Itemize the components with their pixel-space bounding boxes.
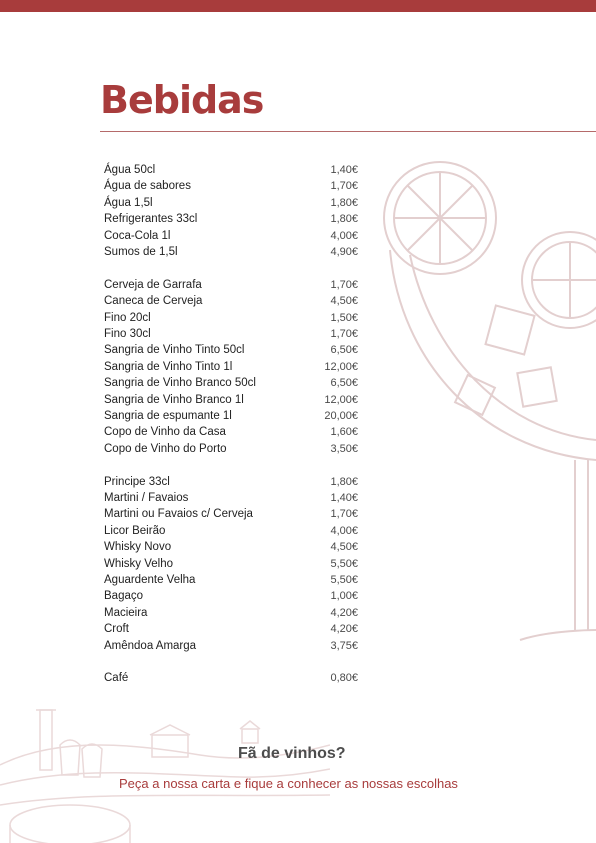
- item-price: 6,50€: [330, 344, 358, 357]
- item-price: 0,80€: [330, 672, 358, 685]
- item-price: 12,00€: [324, 393, 358, 406]
- list-item: [104, 441, 358, 457]
- item-price: 1,80€: [330, 475, 358, 488]
- list-item: [104, 424, 358, 440]
- item-name: Martini / Favaios: [104, 492, 189, 505]
- vineyard-illustration-icon: [0, 705, 330, 843]
- item-name: Whisky Novo: [104, 541, 172, 554]
- list-item: [104, 605, 358, 621]
- item-price: 4,00€: [330, 524, 358, 537]
- list-item: [104, 244, 358, 260]
- item-price: 4,50€: [330, 541, 358, 554]
- item-price: 12,00€: [324, 360, 358, 373]
- item-name: Whisky Velho: [104, 557, 174, 570]
- list-item: [104, 638, 358, 654]
- item-price: 5,50€: [330, 573, 358, 586]
- item-name: Sangria de Vinho Tinto 50cl: [104, 344, 245, 357]
- menu-group-waters: [104, 162, 358, 260]
- item-name: Fino 20cl: [104, 311, 151, 324]
- drinks-menu: [104, 162, 358, 703]
- item-name: Copo de Vinho do Porto: [104, 442, 227, 455]
- list-item: [104, 359, 358, 375]
- item-name: Croft: [104, 623, 129, 636]
- list-item: [104, 211, 358, 227]
- item-price: 20,00€: [324, 409, 358, 422]
- item-name: Água 50cl: [104, 164, 156, 176]
- menu-group-beers-sangrias: [104, 277, 358, 457]
- list-item: [104, 178, 358, 194]
- list-item: [104, 342, 358, 358]
- item-name: Café: [104, 672, 129, 685]
- item-name: Sangria de Vinho Tinto 1l: [104, 360, 233, 373]
- list-item: [104, 228, 358, 244]
- item-price: 1,40€: [330, 164, 358, 176]
- item-price: 1,80€: [330, 213, 358, 226]
- list-item: [104, 293, 358, 309]
- item-price: 1,00€: [330, 590, 358, 603]
- list-item: [104, 490, 358, 506]
- list-item: [104, 195, 358, 211]
- item-name: Macieira: [104, 606, 148, 619]
- title-divider: [100, 131, 596, 132]
- item-price: 4,20€: [330, 623, 358, 636]
- footer-subtitle: Peça a nossa carta e fique a conhecer as nossas escolhas: [119, 776, 458, 791]
- item-name: Licor Beirão: [104, 524, 166, 537]
- item-name: Bagaço: [104, 590, 144, 603]
- item-price: 1,40€: [330, 492, 358, 505]
- item-price: 4,00€: [330, 229, 358, 242]
- item-name: Água de sabores: [104, 180, 191, 193]
- list-item: [104, 539, 358, 555]
- item-name: Principe 33cl: [104, 475, 170, 488]
- menu-group-coffee: [104, 670, 358, 686]
- item-name: Sangria de espumante 1l: [104, 409, 232, 422]
- list-item: [104, 375, 358, 391]
- list-item: [104, 326, 358, 342]
- item-price: 1,60€: [330, 426, 358, 439]
- item-name: Amêndoa Amarga: [104, 639, 197, 652]
- footer-title-text: Fã de vinhos?: [238, 745, 346, 762]
- list-item: [104, 621, 358, 637]
- cocktail-glass-illustration-icon: [370, 160, 596, 660]
- list-item: [104, 556, 358, 572]
- list-item: [104, 474, 358, 490]
- item-name: Sumos de 1,5l: [104, 245, 178, 258]
- page-title: Bebidas: [100, 78, 264, 122]
- item-name: Aguardente Velha: [104, 573, 196, 586]
- list-item: [104, 670, 358, 686]
- item-name: Martini ou Favaios c/ Cerveja: [104, 508, 253, 521]
- list-item: [104, 277, 358, 293]
- item-price: 1,50€: [330, 311, 358, 324]
- list-item: [104, 408, 358, 424]
- list-item: [104, 588, 358, 604]
- item-price: 5,50€: [330, 557, 358, 570]
- item-name: Caneca de Cerveja: [104, 295, 203, 308]
- list-item: [104, 523, 358, 539]
- list-item: [104, 392, 358, 408]
- top-accent-bar: [0, 0, 596, 12]
- item-price: 4,50€: [330, 295, 358, 308]
- item-price: 1,70€: [330, 328, 358, 341]
- item-name: Copo de Vinho da Casa: [104, 426, 226, 439]
- item-name: Refrigerantes 33cl: [104, 213, 198, 226]
- item-price: 1,80€: [330, 196, 358, 209]
- item-price: 3,75€: [330, 639, 358, 652]
- item-name: Coca-Cola 1l: [104, 229, 171, 242]
- item-price: 1,70€: [330, 278, 358, 291]
- item-price: 1,70€: [330, 180, 358, 193]
- menu-group-spirits: [104, 474, 358, 654]
- list-item: [104, 310, 358, 326]
- list-item: [104, 162, 358, 178]
- list-item: [104, 506, 358, 522]
- item-price: 6,50€: [330, 377, 358, 390]
- item-name: Sangria de Vinho Branco 50cl: [104, 377, 256, 390]
- item-name: Sangria de Vinho Branco 1l: [104, 393, 244, 406]
- item-price: 1,70€: [330, 508, 358, 521]
- list-item: [104, 572, 358, 588]
- item-price: 4,90€: [330, 245, 358, 258]
- item-price: 4,20€: [330, 606, 358, 619]
- item-price: 3,50€: [330, 442, 358, 455]
- item-name: Água 1,5l: [104, 196, 153, 209]
- item-name: Fino 30cl: [104, 328, 151, 341]
- item-name: Cerveja de Garrafa: [104, 278, 202, 291]
